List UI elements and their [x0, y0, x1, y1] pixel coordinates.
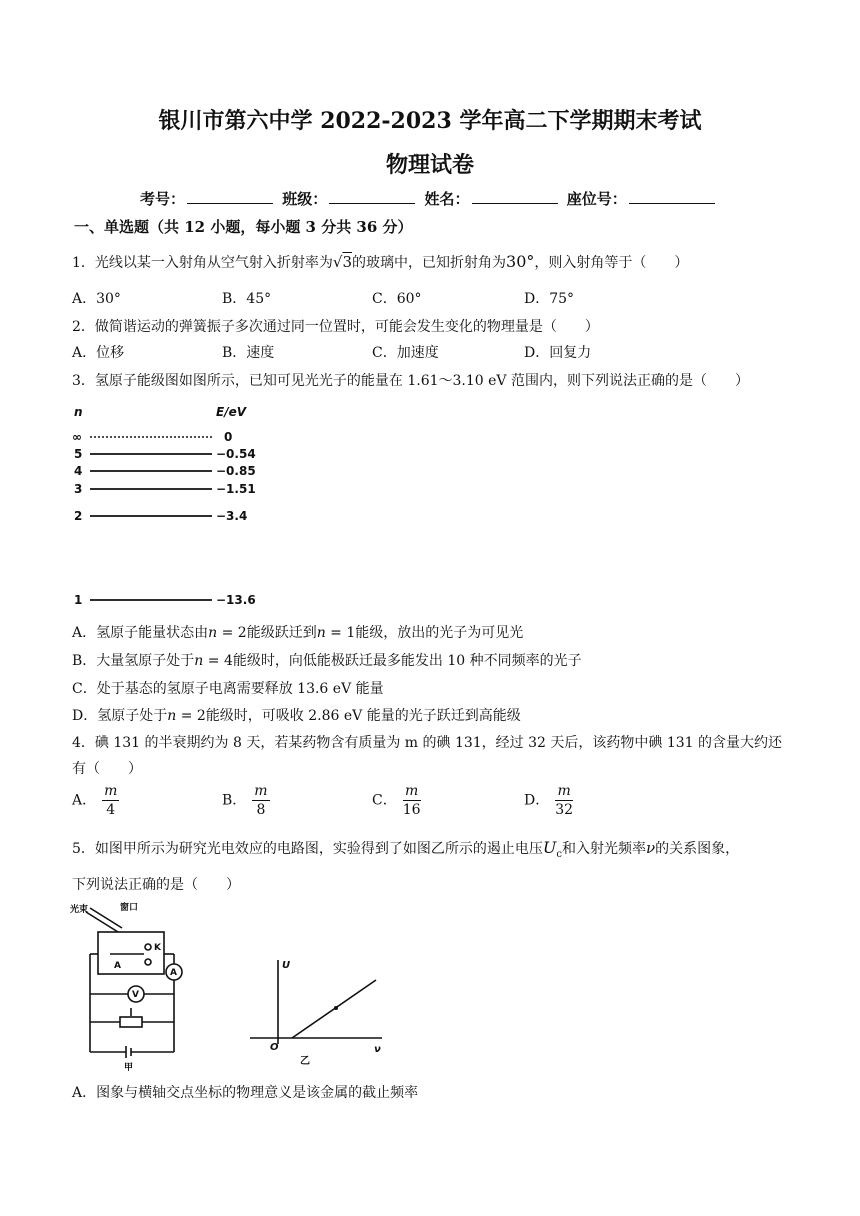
label-window: 窗口: [120, 903, 139, 913]
q3a-n1: n: [208, 625, 218, 641]
info-blank-name[interactable]: [472, 189, 558, 204]
q4b-num: m: [254, 783, 268, 799]
exam-subtitle: 物理试卷: [385, 152, 474, 178]
question-5-stem-line2: 下列说法正确的是（ ）: [72, 877, 240, 893]
q1-option-b[interactable]: B．45°: [222, 291, 272, 307]
q3b-n: n: [194, 653, 204, 669]
q4b-den: 8: [256, 802, 266, 818]
q4-option-d[interactable]: [524, 782, 573, 819]
info-label-name: 姓名：: [424, 190, 470, 208]
q5-text3: 的关系图象，: [655, 841, 740, 857]
question-5-stem-line1: [72, 838, 739, 860]
q3-option-c[interactable]: C．处于基态的氢原子电离需要释放 13.6 eV 能量: [72, 681, 384, 697]
question-4-stem-line2: 有（ ）: [72, 761, 142, 777]
q4-option-c[interactable]: [372, 782, 421, 819]
section-heading: 一、单选题（共 12 小题，每小题 3 分共 36 分）: [74, 218, 413, 236]
q3a-text3: 能级，放出的光子为可见光: [355, 625, 524, 641]
q3a-text1: A．氢原子能量状态由: [72, 625, 209, 641]
info-label-class: 班级：: [282, 190, 328, 208]
level-n-header: n: [74, 405, 83, 419]
q3a-text2: 能级跃迁到: [246, 625, 317, 641]
q4-option-a[interactable]: [72, 782, 119, 819]
q4c-den: 16: [402, 802, 421, 818]
q4b-fraction: [252, 782, 269, 819]
anode-dot: [145, 959, 151, 965]
q4d-den: 32: [555, 802, 574, 818]
rheostat: [120, 1017, 142, 1027]
q3b-text1: B．大量氢原子处于: [72, 653, 195, 669]
q4c-num: m: [403, 782, 421, 801]
question-4-stem-line1: 4．碘 131 的半衰期约为 8 天，若某药物含有质量为 m 的碘 131，经过 32 天后，该药物中碘 131 的含量大约还: [72, 735, 783, 751]
q4d-label: D．: [524, 792, 550, 809]
q4a-label: A．: [72, 792, 97, 809]
q2-option-b[interactable]: B．速度: [222, 345, 275, 361]
q3b-val: = 4: [203, 653, 233, 669]
q2-option-d[interactable]: D．回复力: [524, 345, 592, 361]
label-ammeter: A: [170, 968, 177, 978]
q3d-text2: 能级时，可吸收 2.86 eV 能量的光子跃迁到高能级: [205, 708, 521, 724]
q3a-val2: = 1: [325, 625, 356, 641]
q4d-fraction: [555, 782, 573, 819]
level-n-5: 5: [74, 447, 83, 461]
info-blank-seat[interactable]: [629, 189, 715, 204]
graph-y-label: U: [282, 960, 291, 971]
q3d-n: n: [167, 708, 177, 724]
level-e-header: E/eV: [216, 405, 247, 419]
photoelectric-circuit-diagram: [70, 902, 200, 1072]
q3d-text1: D．氢原子处于: [72, 708, 168, 724]
label-voltmeter: V: [132, 990, 139, 1000]
q1-text-part1: 1．光线以某一入射角从空气射入折射率为: [72, 255, 333, 271]
level-n-2: 2: [74, 509, 83, 523]
stopping-voltage-graph: [242, 954, 392, 1066]
q5-text2: 和入射光频率: [562, 841, 646, 857]
info-blank-class[interactable]: [329, 189, 415, 204]
q5-text1: 5．如图甲所示为研究光电效应的电路图，实验得到了如图乙所示的遏止电压: [72, 841, 543, 857]
question-3-stem: 3．氢原子能级图如图所示，已知可见光光子的能量在 1.61～3.10 eV 范围内，则下列说法正确的是（ ）: [72, 373, 749, 389]
label-light-beam: 光束: [70, 905, 89, 915]
q1-option-d[interactable]: D．75°: [524, 291, 575, 307]
q3-option-a[interactable]: [72, 622, 523, 642]
level-e-5: −0.54: [216, 447, 256, 461]
q4-option-b[interactable]: [222, 782, 270, 819]
q3-option-b[interactable]: [72, 650, 582, 670]
q4c-fraction: [403, 782, 421, 819]
q3d-val: = 2: [176, 708, 206, 724]
q1-option-a[interactable]: A．30°: [72, 291, 121, 307]
q3a-val1: = 2: [217, 625, 247, 641]
q3a-n2: n: [316, 625, 326, 641]
level-e-4: −0.85: [216, 464, 256, 478]
q1-text-part3: ，则入射角等于（ ）: [534, 255, 689, 271]
cathode-dot: [145, 944, 151, 950]
q1-sqrt-value: 3: [342, 253, 353, 271]
q4a-num: m: [104, 783, 118, 799]
graph-line: [292, 980, 376, 1038]
q5-option-a[interactable]: A．图象与横轴交点坐标的物理意义是该金属的截止频率: [72, 1085, 419, 1101]
q4d-num: m: [555, 782, 573, 801]
q4a-fraction: [102, 782, 119, 819]
q4c-label: C．: [372, 792, 397, 809]
level-n-3: 3: [74, 482, 83, 496]
info-label-seat: 座位号：: [566, 190, 627, 208]
level-n-inf: ∞: [72, 430, 82, 444]
q3b-text2: 能级时，向低能极跃迁最多能发出 10 种不同频率的光子: [232, 653, 582, 669]
graph-x-label: ν: [374, 1044, 381, 1055]
info-label-exam-number: 考号：: [140, 190, 186, 208]
q5-nu-symbol: ν: [646, 839, 656, 857]
q3-option-d[interactable]: [72, 705, 521, 725]
q1-text-part2: 的玻璃中，已知折射角为: [352, 255, 507, 271]
student-info-line: [140, 188, 719, 209]
info-blank-exam-number[interactable]: [187, 189, 273, 204]
figure-jia-caption: 甲: [124, 1063, 134, 1072]
sqrt-symbol: √3: [332, 253, 353, 271]
level-e-1: −13.6: [216, 593, 256, 607]
level-e-2: −3.4: [216, 509, 248, 523]
figure-yi-caption: 乙: [300, 1056, 310, 1066]
q5-uc-sub: c: [556, 848, 562, 860]
label-anode: A: [114, 961, 121, 971]
level-n-4: 4: [74, 464, 83, 478]
graph-point: [334, 1006, 338, 1010]
q1-angle: 30°: [506, 252, 535, 271]
level-e-inf: 0: [224, 430, 233, 444]
graph-origin-label: O: [270, 1042, 279, 1053]
q2-option-c[interactable]: C．加速度: [372, 345, 439, 361]
q1-option-c[interactable]: C．60°: [372, 291, 422, 307]
energy-level-diagram: [70, 400, 270, 610]
question-2-stem: 2．做简谐运动的弹簧振子多次通过同一位置时，可能会发生变化的物理量是（ ）: [72, 319, 599, 335]
exam-title: 银川市第六中学 2022-2023 学年高二下学期期末考试: [158, 108, 702, 134]
q4b-label: B．: [222, 792, 247, 809]
level-e-3: −1.51: [216, 482, 256, 496]
q4a-den: 4: [106, 802, 116, 818]
q5-uc-symbol: U: [542, 838, 557, 857]
q2-option-a[interactable]: A．位移: [72, 345, 125, 361]
phototube: [98, 932, 164, 974]
question-1-stem: [72, 252, 688, 272]
level-n-1: 1: [74, 593, 83, 607]
label-cathode: K: [154, 943, 161, 953]
